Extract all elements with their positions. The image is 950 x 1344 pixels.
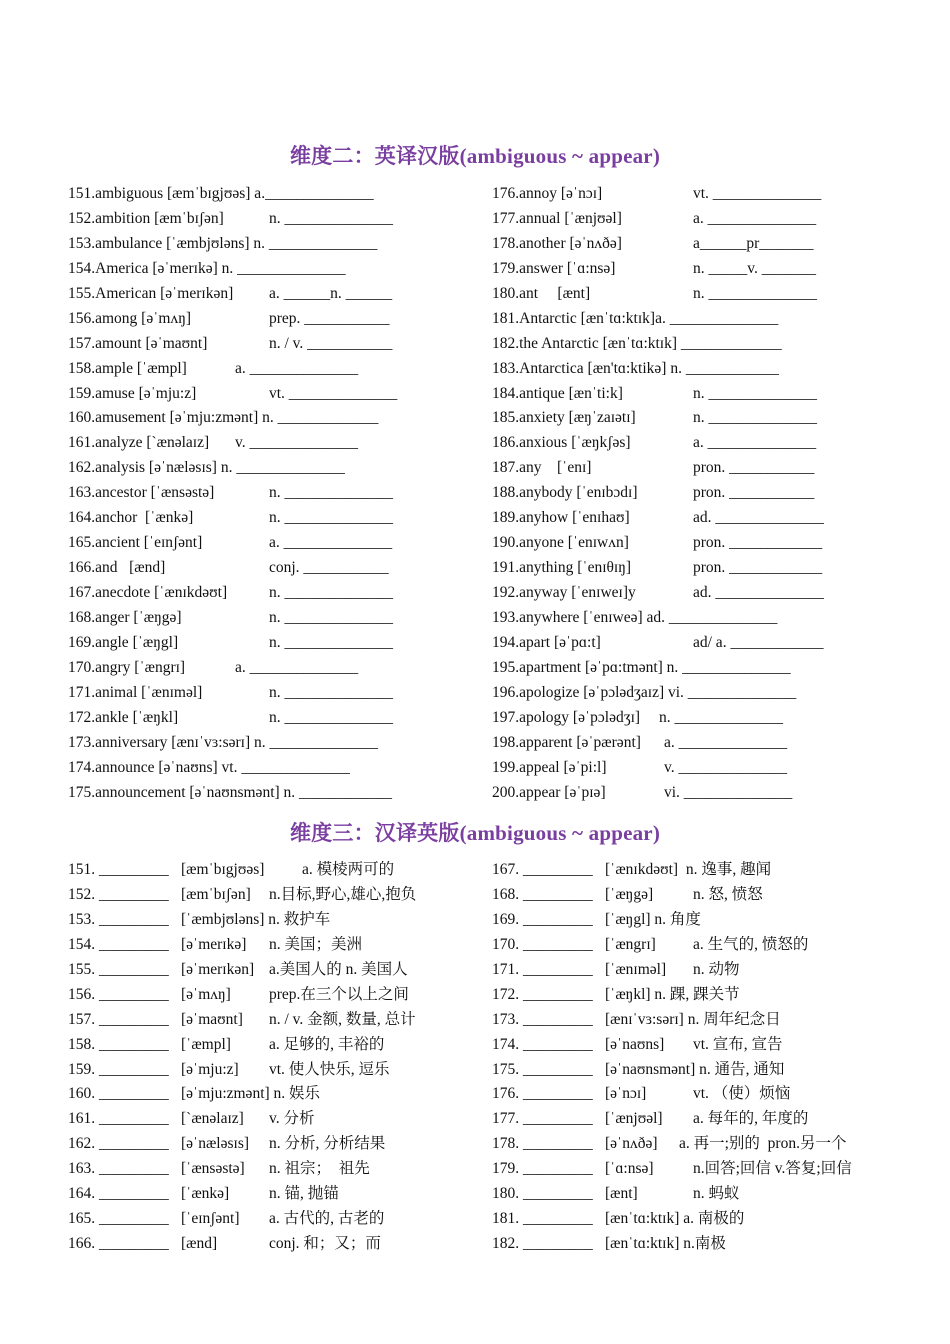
vocab-entry xyxy=(68,232,488,257)
vocab-entry xyxy=(492,858,932,883)
part-of-speech-blank: n. ______________ xyxy=(269,209,393,227)
vocab-entry xyxy=(68,858,488,883)
word-with-phonetic: 182.the Antarctic [ænˈtɑ:ktɪk] _____________ xyxy=(492,334,782,352)
vocab-entry xyxy=(492,207,912,232)
part-of-speech-blank: n. ______________ xyxy=(269,584,393,601)
vocab-entry xyxy=(492,681,912,706)
vocab-entry xyxy=(492,706,912,731)
word-with-phonetic: 190.anyone [ˈenɪwʌn] xyxy=(492,534,629,552)
number-blank: 152. _________ xyxy=(68,885,169,903)
word-with-phonetic: 166.and [ænd] xyxy=(68,559,166,577)
phonetic: [æmˈbɪgjʊəs] xyxy=(181,861,265,878)
number-blank: 180. _________ xyxy=(492,1185,593,1203)
part-of-speech-blank: pron. ___________ xyxy=(693,484,815,502)
vocab-entry xyxy=(68,282,488,307)
vocab-entry xyxy=(492,1207,932,1232)
vocab-entry xyxy=(68,406,488,431)
part-of-speech-blank: a______pr_______ xyxy=(693,234,814,252)
part-of-speech-blank: pron. ____________ xyxy=(693,534,823,552)
part-of-speech-blank: a. ______________ xyxy=(693,434,817,452)
chinese-meaning: vt. 宣布, 宣告 xyxy=(693,1035,783,1053)
chinese-meaning: a. 再一;别的 pron.另一个 xyxy=(679,1135,847,1153)
section-cn-en-left-column xyxy=(68,858,488,1257)
vocab-entry xyxy=(68,908,488,933)
chinese-meaning: n. 分析, 分析结果 xyxy=(269,1135,386,1153)
number-blank: 176. _________ xyxy=(492,1085,593,1103)
vocab-entry xyxy=(492,883,932,908)
part-of-speech-blank: n. ______________ xyxy=(269,708,393,726)
vocab-entry xyxy=(68,656,488,681)
vocab-entry xyxy=(492,182,912,207)
vocab-entry xyxy=(492,506,912,531)
phonetic: [əˈmju:zmənt] n. 娱乐 xyxy=(181,1085,321,1103)
part-of-speech-blank: n. ______________ xyxy=(693,384,817,402)
vocab-entry xyxy=(492,581,912,606)
phonetic: [ˈæŋkl] n. 踝, 踝关节 xyxy=(605,985,740,1003)
vocab-entry xyxy=(492,531,912,556)
vocab-entry xyxy=(68,1033,488,1058)
vocab-entry xyxy=(68,631,488,656)
vocab-entry xyxy=(68,456,488,481)
vocab-entry xyxy=(492,781,912,806)
word-with-phonetic: 187.any [ˈenɪ] xyxy=(492,459,592,477)
chinese-meaning: n.回答;回信 v.答复;回信 xyxy=(693,1160,852,1178)
vocab-entry xyxy=(492,456,912,481)
word-with-phonetic: 158.ample [ˈæmpl] xyxy=(68,359,187,377)
word-with-phonetic: 154.America [əˈmerɪkə] n. ______________ xyxy=(68,259,346,277)
chinese-meaning: a. 足够的, 丰裕的 xyxy=(269,1035,385,1053)
part-of-speech-blank: n. ______________ xyxy=(269,633,393,651)
vocab-entry xyxy=(492,1058,932,1083)
number-blank: 161. _________ xyxy=(68,1110,169,1128)
chinese-meaning: a. 古代的, 古老的 xyxy=(269,1210,385,1228)
part-of-speech-blank: pron. ___________ xyxy=(693,459,815,477)
part-of-speech-blank: n. ______________ xyxy=(659,708,783,726)
phonetic: [ˈænkə] xyxy=(181,1185,230,1203)
vocab-entry xyxy=(68,431,488,456)
vocab-entry xyxy=(68,756,488,781)
number-blank: 158. _________ xyxy=(68,1035,169,1053)
word-with-phonetic: 159.amuse [əˈmju:z] xyxy=(68,384,197,402)
vocab-entry xyxy=(492,1182,932,1207)
phonetic: [ˈɑ:nsə] xyxy=(605,1160,654,1178)
phonetic: [əˈmerɪkən] xyxy=(181,960,255,978)
chinese-meaning: vt. （使）烦恼 xyxy=(693,1085,791,1103)
chinese-meaning: n. 祖宗； 祖先 xyxy=(269,1160,370,1178)
vocab-entry xyxy=(68,731,488,756)
chinese-meaning: vt. 使人快乐, 逗乐 xyxy=(269,1060,390,1078)
vocab-entry xyxy=(492,1033,932,1058)
part-of-speech-blank: n. ______________ xyxy=(693,409,817,427)
number-blank: 172. _________ xyxy=(492,985,593,1003)
vocab-entry xyxy=(68,1182,488,1207)
word-with-phonetic: 162.analysis [əˈnæləsɪs] n. ______________ xyxy=(68,459,345,477)
vocab-entry xyxy=(492,1132,932,1157)
vocab-entry xyxy=(492,958,932,983)
word-with-phonetic: 153.ambulance [ˈæmbjʊləns] n. ______________ xyxy=(68,234,378,252)
vocab-entry xyxy=(492,556,912,581)
number-blank: 156. _________ xyxy=(68,985,169,1003)
phonetic: [ˈæmpl] xyxy=(181,1035,231,1053)
number-blank: 155. _________ xyxy=(68,960,169,978)
vocab-entry xyxy=(68,681,488,706)
word-with-phonetic: 188.anybody [ˈenɪbɔdɪ] xyxy=(492,484,638,502)
number-blank: 170. _________ xyxy=(492,935,593,953)
vocab-entry xyxy=(68,1107,488,1132)
number-blank: 171. _________ xyxy=(492,960,593,978)
word-with-phonetic: 151.ambiguous [æmˈbɪgjʊəs] a.______________ xyxy=(68,185,374,202)
word-with-phonetic: 169.angle [ˈæŋgl] xyxy=(68,633,179,651)
chinese-meaning: n. 锚, 抛锚 xyxy=(269,1185,339,1203)
word-with-phonetic: 172.ankle [ˈæŋkl] xyxy=(68,708,179,726)
number-blank: 167. _________ xyxy=(492,861,593,878)
part-of-speech-blank: n. ______________ xyxy=(269,608,393,626)
phonetic: [ˈænjʊəl] xyxy=(605,1110,663,1128)
chinese-meaning: n. 蚂蚁 xyxy=(693,1185,740,1203)
vocab-entry xyxy=(68,506,488,531)
word-with-phonetic: 193.anywhere [ˈenɪweə] ad. ______________ xyxy=(492,608,778,626)
chinese-meaning: n. 怒, 愤怒 xyxy=(693,885,763,903)
part-of-speech-blank: a. ______________ xyxy=(269,534,393,552)
phonetic: [ænˈtɑ:ktɪk] a. 南极的 xyxy=(605,1210,745,1228)
phonetic: [ˈænsəstə] xyxy=(181,1160,245,1178)
vocab-entry xyxy=(492,1082,932,1107)
phonetic: [ˈæŋgl] n. 角度 xyxy=(605,910,701,928)
number-blank: 151. _________ xyxy=(68,861,169,878)
part-of-speech-blank: v. ______________ xyxy=(664,758,787,776)
chinese-meaning: n. / v. 金额, 数量, 总计 xyxy=(269,1010,416,1028)
number-blank: 175. _________ xyxy=(492,1060,593,1078)
word-with-phonetic: 171.animal [ˈænɪməl] xyxy=(68,683,203,701)
word-with-phonetic: 198.apparent [əˈpærənt] xyxy=(492,733,641,751)
number-blank: 174. _________ xyxy=(492,1035,593,1053)
vocab-entry xyxy=(68,606,488,631)
number-blank: 154. _________ xyxy=(68,935,169,953)
vocab-entry xyxy=(68,207,488,232)
vocab-entry xyxy=(68,1082,488,1107)
word-with-phonetic: 163.ancestor [ˈænsəstə] xyxy=(68,484,215,502)
part-of-speech-blank: n. ______________ xyxy=(269,484,393,502)
vocab-entry xyxy=(492,1157,932,1182)
vocab-entry xyxy=(492,656,912,681)
part-of-speech-blank: ad/ a. ____________ xyxy=(693,633,824,651)
part-of-speech-blank: n. ______________ xyxy=(269,509,393,527)
vocab-entry xyxy=(492,332,912,357)
vocab-entry xyxy=(492,731,912,756)
vocab-entry xyxy=(68,781,488,806)
number-blank: 159. _________ xyxy=(68,1060,169,1078)
part-of-speech-blank: vi. ______________ xyxy=(664,783,793,801)
phonetic: [əˈmju:z] xyxy=(181,1060,239,1078)
vocab-entry xyxy=(68,531,488,556)
part-of-speech-blank: n. _____v. _______ xyxy=(693,259,816,277)
part-of-speech-blank: a. ______________ xyxy=(235,658,359,676)
vocab-entry xyxy=(68,382,488,407)
number-blank: 163. _________ xyxy=(68,1160,169,1178)
chinese-meaning: v. 分析 xyxy=(269,1110,315,1128)
section-en-cn-right-column xyxy=(492,182,912,805)
phonetic: [`ænəlaɪz] xyxy=(181,1110,244,1128)
vocab-entry xyxy=(492,357,912,382)
word-with-phonetic: 167.anecdote [ˈænɪkdəʊt] xyxy=(68,584,228,601)
word-with-phonetic: 177.annual [ˈænjʊəl] xyxy=(492,209,622,227)
phonetic: [əˈnæləsɪs] xyxy=(181,1135,250,1153)
phonetic: [ˈæŋgə] xyxy=(605,885,654,903)
vocab-entry xyxy=(68,257,488,282)
phonetic: [əˈnɔɪ] xyxy=(605,1085,647,1103)
word-with-phonetic: 173.anniversary [ænɪˈvɜ:sərɪ] n. ______________ xyxy=(68,733,378,751)
word-with-phonetic: 164.anchor [ˈænkə] xyxy=(68,509,194,527)
word-with-phonetic: 170.angry [ˈængrɪ] xyxy=(68,658,186,676)
number-blank: 181. _________ xyxy=(492,1210,593,1228)
part-of-speech-blank: a. ______________ xyxy=(664,733,788,751)
word-with-phonetic: 181.Antarctic [ænˈtɑ:ktɪk]a. ______________ xyxy=(492,309,779,327)
phonetic: [ænˈtɑ:ktɪk] n.南极 xyxy=(605,1235,726,1253)
vocab-entry xyxy=(492,756,912,781)
chinese-meaning: a. 模棱两可的 xyxy=(302,861,395,878)
phonetic: [əˈmʌŋ] xyxy=(181,985,231,1003)
part-of-speech-blank: conj. ___________ xyxy=(269,559,389,577)
vocab-entry xyxy=(68,332,488,357)
phonetic: [əˈmerɪkə] xyxy=(181,935,247,953)
chinese-meaning: n. 美国；美洲 xyxy=(269,935,363,953)
vocab-entry xyxy=(68,1132,488,1157)
phonetic: [ˈængrɪ] xyxy=(605,935,656,953)
word-with-phonetic: 196.apologize [əˈpɔlədʒaɪz] vi. ______________ xyxy=(492,683,797,701)
chinese-meaning: n. 动物 xyxy=(693,960,740,978)
phonetic: [əˈnʌðə] xyxy=(605,1135,658,1153)
vocab-entry xyxy=(492,631,912,656)
word-with-phonetic: 174.announce [əˈnaʊns] vt. ______________ xyxy=(68,758,350,776)
vocab-entry xyxy=(68,182,488,207)
vocab-entry xyxy=(68,357,488,382)
section-title-en-cn: 维度二：英译汉版(ambiguous ~ appear) xyxy=(289,144,661,168)
vocab-entry xyxy=(492,431,912,456)
part-of-speech-blank: ad. ______________ xyxy=(693,509,824,527)
vocab-entry xyxy=(492,307,912,332)
part-of-speech-blank: n. ______________ xyxy=(693,284,817,302)
word-with-phonetic: 191.anything [ˈenɪθɪŋ] xyxy=(492,559,632,577)
phonetic: [ˈeɪnʃənt] xyxy=(181,1210,240,1228)
phonetic: [ænt] xyxy=(605,1185,638,1203)
part-of-speech-blank: v. ______________ xyxy=(235,434,358,452)
part-of-speech-blank: vt. ______________ xyxy=(693,185,822,202)
word-with-phonetic: 199.appeal [əˈpi:l] xyxy=(492,758,607,776)
vocab-entry xyxy=(492,406,912,431)
section-title-cn-en: 维度三：汉译英版(ambiguous ~ appear) xyxy=(289,821,661,845)
vocab-entry xyxy=(492,908,932,933)
section-cn-en-right-column xyxy=(492,858,932,1257)
phonetic: [əˈnaʊns] xyxy=(605,1035,665,1053)
vocab-entry xyxy=(68,1232,488,1257)
vocab-entry xyxy=(492,481,912,506)
phonetic: [ænɪˈvɜ:sərɪ] n. 周年纪念日 xyxy=(605,1010,781,1028)
word-with-phonetic: 160.amusement [əˈmju:zmənt] n. _____________ xyxy=(68,409,379,427)
phonetic: [ænd] xyxy=(181,1235,218,1253)
number-blank: 160. _________ xyxy=(68,1085,169,1103)
number-blank: 164. _________ xyxy=(68,1185,169,1203)
word-with-phonetic: 189.anyhow [ˈenɪhaʊ] xyxy=(492,509,630,527)
vocab-entry xyxy=(68,883,488,908)
number-blank: 153. _________ xyxy=(68,910,169,928)
vocab-entry xyxy=(68,706,488,731)
part-of-speech-blank: n. ______________ xyxy=(269,683,393,701)
vocab-entry xyxy=(492,232,912,257)
part-of-speech-blank: vt. ______________ xyxy=(269,384,398,402)
chinese-meaning: a. 每年的, 年度的 xyxy=(693,1110,809,1128)
section-en-cn-left-column xyxy=(68,182,488,805)
word-with-phonetic: 161.analyze [`ænəlaɪz] xyxy=(68,434,210,452)
number-blank: 169. _________ xyxy=(492,910,593,928)
chinese-meaning: conj. 和；又；而 xyxy=(269,1235,381,1253)
vocab-entry xyxy=(492,1107,932,1132)
word-with-phonetic: 165.ancient [ˈeɪnʃənt] xyxy=(68,534,203,552)
number-blank: 166. _________ xyxy=(68,1235,169,1253)
part-of-speech-blank: ad. ______________ xyxy=(693,584,824,601)
phonetic: [æmˈbɪʃən] xyxy=(181,885,251,903)
vocab-entry xyxy=(492,382,912,407)
vocab-entry xyxy=(492,1232,932,1257)
word-with-phonetic: 156.among [əˈmʌŋ] xyxy=(68,309,192,327)
vocab-entry xyxy=(492,983,932,1008)
vocab-entry xyxy=(68,958,488,983)
word-with-phonetic: 192.anyway [ˈenɪweɪ]y xyxy=(492,584,636,601)
vocab-entry xyxy=(68,1157,488,1182)
vocab-entry xyxy=(492,1008,932,1033)
number-blank: 177. _________ xyxy=(492,1110,593,1128)
chinese-meaning: a.美国人的 n. 美国人 xyxy=(269,960,408,978)
phonetic: [əˈnaʊnsmənt] n. 通告, 通知 xyxy=(605,1060,785,1078)
vocab-entry xyxy=(492,282,912,307)
number-blank: 157. _________ xyxy=(68,1010,169,1028)
phonetic: [əˈmaʊnt] xyxy=(181,1010,243,1028)
word-with-phonetic: 200.appear [əˈpɪə] xyxy=(492,783,606,801)
word-with-phonetic: 155.American [əˈmerɪkən] xyxy=(68,284,234,302)
part-of-speech-blank: prep. ___________ xyxy=(269,309,390,327)
vocab-entry xyxy=(492,933,932,958)
vocab-entry xyxy=(68,1008,488,1033)
word-with-phonetic: 186.anxious [ˈæŋkʃəs] xyxy=(492,434,631,452)
word-with-phonetic: 152.ambition [æmˈbɪʃən] xyxy=(68,209,224,227)
number-blank: 179. _________ xyxy=(492,1160,593,1178)
word-with-phonetic: 157.amount [əˈmaʊnt] xyxy=(68,334,208,352)
phonetic: [ˈænɪməl] xyxy=(605,960,667,978)
word-with-phonetic: 179.answer [ˈɑ:nsə] xyxy=(492,259,616,277)
chinese-meaning: n.目标,野心,雄心,抱负 xyxy=(269,885,417,903)
vocab-entry xyxy=(68,307,488,332)
number-blank: 178. _________ xyxy=(492,1135,593,1153)
chinese-meaning: prep.在三个以上之间 xyxy=(269,985,409,1003)
vocab-entry xyxy=(68,983,488,1008)
number-blank: 182. _________ xyxy=(492,1235,593,1253)
word-with-phonetic: 197.apology [əˈpɔlədʒɪ] xyxy=(492,708,641,726)
vocab-entry xyxy=(68,556,488,581)
number-blank: 173. _________ xyxy=(492,1010,593,1028)
vocab-entry xyxy=(68,1207,488,1232)
vocab-entry xyxy=(68,933,488,958)
word-with-phonetic: 185.anxiety [æŋˈzaɪətɪ] xyxy=(492,409,636,427)
word-with-phonetic: 194.apart [əˈpɑ:t] xyxy=(492,633,601,651)
vocab-entry xyxy=(492,606,912,631)
vocab-entry xyxy=(68,581,488,606)
number-blank: 162. _________ xyxy=(68,1135,169,1153)
vocab-entry xyxy=(68,1058,488,1083)
word-with-phonetic: 195.apartment [əˈpɑ:tmənt] n. ______________ xyxy=(492,658,791,676)
part-of-speech-blank: a. ______________ xyxy=(235,359,359,377)
part-of-speech-blank: a. ______n. ______ xyxy=(269,284,393,302)
phonetic: [ˈænɪkdəʊt] n. 逸事, 趣闻 xyxy=(605,861,772,878)
chinese-meaning: a. 生气的, 愤怒的 xyxy=(693,935,809,953)
word-with-phonetic: 184.antique [ænˈti:k] xyxy=(492,384,623,402)
vocab-entry xyxy=(68,481,488,506)
word-with-phonetic: 183.Antarctica [æn'tɑ:ktikə] n. ____________ xyxy=(492,359,779,377)
word-with-phonetic: 168.anger [ˈæŋgə] xyxy=(68,608,182,626)
phonetic: [ˈæmbjʊləns] n. 救护车 xyxy=(181,910,331,928)
part-of-speech-blank: a. ______________ xyxy=(693,209,817,227)
number-blank: 168. _________ xyxy=(492,885,593,903)
word-with-phonetic: 178.another [əˈnʌðə] xyxy=(492,234,622,252)
word-with-phonetic: 180.ant [ænt] xyxy=(492,284,591,302)
word-with-phonetic: 176.annoy [əˈnɔɪ] xyxy=(492,185,603,202)
vocab-entry xyxy=(492,257,912,282)
part-of-speech-blank: n. / v. ___________ xyxy=(269,334,393,352)
word-with-phonetic: 175.announcement [əˈnaʊnsmənt] n. ____________ xyxy=(68,783,393,801)
part-of-speech-blank: pron. ____________ xyxy=(693,559,823,577)
number-blank: 165. _________ xyxy=(68,1210,169,1228)
